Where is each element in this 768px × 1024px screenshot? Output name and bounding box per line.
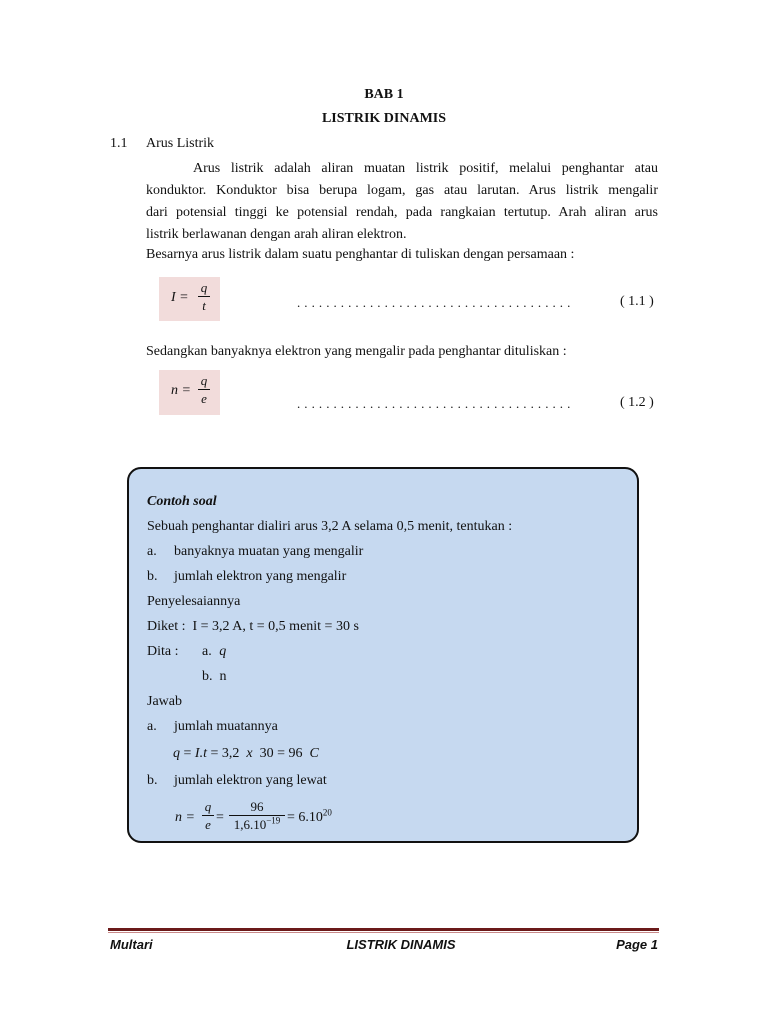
question-b-label: b. <box>147 569 158 584</box>
calc-n-fraction <box>202 799 214 834</box>
example-heading: Contoh soal <box>147 494 217 509</box>
calc-n-lhs: n = <box>175 810 195 825</box>
calc-n-fraction2 <box>229 799 285 834</box>
dot-leader: . . . . . . . . . . . . . . . . . . . . . . . . . . . . . . . . . . . . . . <box>297 396 571 411</box>
calc-n-eq: = <box>216 810 224 825</box>
calc-q-eq: = <box>180 746 195 761</box>
calc-q-x: x <box>246 746 253 761</box>
section-title: Arus Listrik <box>146 136 215 151</box>
answer-b-label: b. <box>147 773 158 788</box>
calc-n-result <box>287 807 332 826</box>
answer-a-label: a. <box>147 719 157 734</box>
section-number: 1.1 <box>110 136 128 151</box>
paragraph-line: listrik berlawanan dengan arah aliran elektron. <box>146 227 407 242</box>
formula-fraction <box>197 280 211 315</box>
fraction-denominator <box>229 816 285 834</box>
intro-paragraph <box>146 158 658 246</box>
formula-lhs: n = <box>171 383 191 398</box>
problem-statement: Sebuah penghantar dialiri arus 3,2 A selama 0,5 menit, tentukan : <box>147 519 513 534</box>
electron-intro-text: Sedangkan banyaknya elektron yang mengalir pada penghantar dituliskan : <box>146 344 567 359</box>
answer-label: Jawab <box>147 694 182 709</box>
asked-label: Dita : <box>147 644 179 659</box>
solution-label: Penyelesaiannya <box>147 594 241 609</box>
equation-number: ( 1.1 ) <box>620 294 654 309</box>
answer-b-text: jumlah elektron yang lewat <box>174 773 327 788</box>
calc-q-rest: = 3,2 <box>206 746 247 761</box>
result-exponent: 20 <box>322 807 332 818</box>
calc-q-rest2: 30 = 96 <box>252 746 310 761</box>
question-a-text: banyaknya muatan yang mengalir <box>174 544 364 559</box>
example-problem-box <box>127 467 639 843</box>
current-formula-box <box>159 277 220 321</box>
formula-lhs: I = <box>171 290 189 305</box>
formula-fraction <box>197 373 211 408</box>
fraction-numerator: q <box>204 799 212 814</box>
asked-a <box>202 644 226 660</box>
calc-q-var: q <box>173 746 180 761</box>
asked-a-var: q <box>219 644 227 659</box>
den-base: 1,6.10 <box>233 817 267 832</box>
footer-divider-thin <box>108 932 659 933</box>
asked-a-label: a. <box>202 644 212 659</box>
fraction-numerator: q <box>200 280 208 295</box>
paragraph-line: dari potensial tinggi ke potensial rendah, pada rangkaian tertutup. Arah aliran arus <box>146 205 658 220</box>
chapter-label: BAB 1 <box>364 87 404 102</box>
fraction-denominator: e <box>205 817 211 832</box>
den-exponent: −19 <box>266 815 281 826</box>
electron-formula-box <box>159 370 220 415</box>
calc-q-unit: C <box>309 746 319 761</box>
equation-intro-text: Besarnya arus listrik dalam suatu penghantar di tuliskan dengan persamaan : <box>146 247 575 262</box>
charge-calculation <box>173 746 319 762</box>
result-base: = 6.10 <box>287 810 323 825</box>
footer-page-number: Page 1 <box>616 937 658 952</box>
question-b-text: jumlah elektron yang mengalir <box>174 569 347 584</box>
known-values: Diket : I = 3,2 A, t = 0,5 menit = 30 s <box>147 619 359 634</box>
fraction-numerator: 96 <box>250 799 264 814</box>
dot-leader: . . . . . . . . . . . . . . . . . . . . . . . . . . . . . . . . . . . . . . <box>297 295 571 310</box>
paragraph-line: konduktor. Konduktor bisa berupa logam, gas atau larutan. Arus listrik mengalir <box>146 183 658 198</box>
calc-q-it: I.t <box>194 746 207 761</box>
footer-author: Multari <box>110 937 153 952</box>
footer-title: LISTRIK DINAMIS <box>346 937 456 952</box>
chapter-title: LISTRIK DINAMIS <box>321 111 447 126</box>
footer-divider <box>108 928 659 931</box>
equation-number: ( 1.2 ) <box>620 395 654 410</box>
fraction-numerator: q <box>200 373 208 388</box>
fraction-denominator: t <box>202 298 206 313</box>
asked-b: b. n <box>202 669 227 684</box>
question-a-label: a. <box>147 544 157 559</box>
fraction-denominator: e <box>201 391 207 406</box>
electron-calculation <box>175 799 375 839</box>
paragraph-line: Arus listrik adalah aliran muatan listrik positif, melalui penghantar atau <box>193 161 658 176</box>
answer-a-text: jumlah muatannya <box>174 719 278 734</box>
